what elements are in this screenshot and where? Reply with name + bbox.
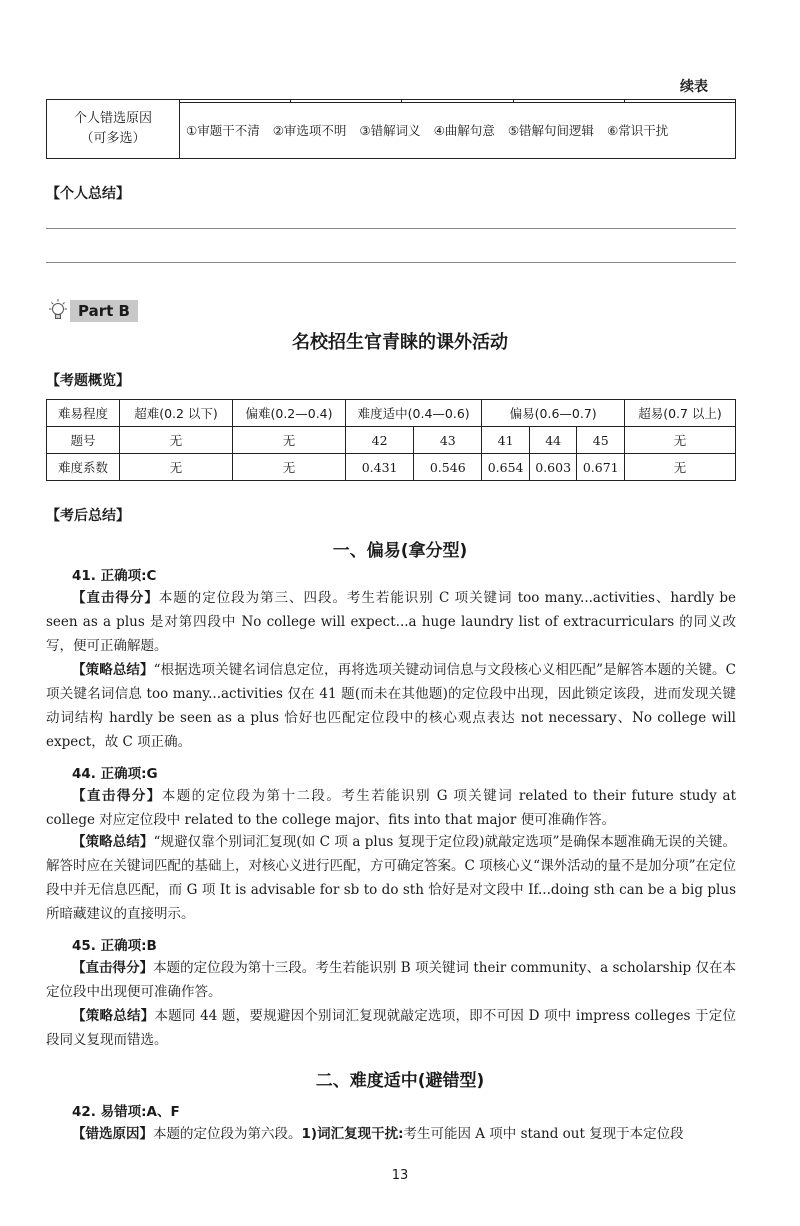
option: ⑥常识干扰 (607, 123, 669, 139)
option: ⑤错解句间逻辑 (507, 123, 595, 139)
q45-answer: 45. 正确项:B (72, 938, 157, 954)
cell: 0.546 (414, 454, 482, 481)
writing-line (46, 228, 736, 229)
section1-title: 一、偏易(拿分型) (332, 541, 468, 561)
error-reason-options (180, 102, 736, 158)
row-label: 难度系数 (47, 454, 120, 481)
error-reason-table (46, 99, 736, 159)
cell: 42 (346, 427, 414, 454)
q42-paragraph1: 【错选原因】本题的定位段为第六段。1)词汇复现干扰:考生可能因 A 项中 stand out 复现于本定位段 (72, 1126, 684, 1142)
article-title: 名校招生官青睐的课外活动 (292, 332, 508, 353)
header-cell: 难易程度 (47, 400, 120, 427)
post-summary-heading: 【考后总结】 (46, 508, 130, 524)
cell: 无 (233, 427, 346, 454)
cell: 无 (120, 454, 233, 481)
lightbulb-icon (46, 298, 70, 324)
cell: 0.671 (577, 454, 625, 481)
section2-title: 二、难度适中(避错型) (315, 1071, 485, 1091)
header-cell: 偏难(0.2—0.4) (233, 400, 346, 427)
overview-table (46, 399, 736, 481)
cell: 0.431 (346, 454, 414, 481)
q44-paragraph1: 【直击得分】本题的定位段为第十二段。考生若能识别 G 项关键词 related to their future study at college 对应定位段中 related to the college major、fits into that major 便可准确作答。 (46, 788, 736, 828)
writing-line (46, 262, 736, 263)
header-cell: 超难(0.2 以下) (120, 400, 233, 427)
q41-paragraph2: 【策略总结】“根据选项关键名词信息定位，再将选项关键动词信息与文段核心义相匹配”是解答本题的关键。C 项关键名词信息 too many...activities 仅在 41 题(而未在其他题)的定位段中出现，因此锁定该段，进而发现关键动词结构 hardly be seen as a plus 恰好也匹配定位段中的核心观点表达 not necessary、No college will expect，故 C 项正确。 (46, 662, 736, 750)
q41-answer: 41. 正确项:C (72, 568, 157, 584)
cell: 0.603 (529, 454, 577, 481)
cell: 无 (120, 427, 233, 454)
cell: 43 (414, 427, 482, 454)
overview-heading: 【考题概览】 (46, 373, 130, 389)
q45-paragraph1: 【直击得分】本题的定位段为第十三段。考生若能识别 B 项关键词 their community、a scholarship 仅在本定位段中出现便可准确作答。 (46, 960, 737, 1000)
q44-paragraph2: 【策略总结】“规避仅靠个别词汇复现(如 C 项 a plus 复现于定位段)就敲定选项”是确保本题准确无误的关键。解答时应在关键词匹配的基础上，对核心义进行匹配，方可确定答案。C 项核心义“课外活动的量不是加分项”在定位段中并无信息匹配，而 G 项 It is advisable for sb to do sth 恰好是对文段中 If...doing sth can be a big plus 所暗藏建议的直接明示。 (46, 834, 736, 922)
cell: 无 (625, 427, 736, 454)
continued-label: 续表 (680, 79, 708, 95)
page-number: 13 (391, 1168, 409, 1183)
cell: 无 (233, 454, 346, 481)
option: ①审题干不清 (186, 123, 260, 139)
option: ③错解词义 (359, 123, 421, 139)
q45-paragraph2: 【策略总结】本题同 44 题，要规避因个别词汇复现就敲定选项，即不可因 D 项中 impress colleges 于定位段同义复现而错选。 (46, 1008, 736, 1048)
header-cell: 超易(0.7 以上) (625, 400, 736, 427)
q41-paragraph1: 【直击得分】本题的定位段为第三、四段。考生若能识别 C 项关键词 too many...activities、hardly be seen as a plus 是对第四段中 No college will expect...a huge laundry list of extracurriculars 的同义改写，便可正确解题。 (46, 590, 737, 654)
q44-answer: 44. 正确项:G (72, 766, 158, 782)
header-cell: 难度适中(0.4—0.6) (346, 400, 482, 427)
cell: 41 (482, 427, 530, 454)
error-reason-label: 个人错选原因 （可多选） (47, 100, 180, 159)
row-label: 题号 (47, 427, 120, 454)
cell: 0.654 (482, 454, 530, 481)
option: ②审选项不明 (272, 123, 347, 139)
option: ④曲解句意 (433, 123, 495, 139)
personal-summary-heading: 【个人总结】 (46, 186, 130, 202)
header-cell: 偏易(0.6—0.7) (482, 400, 625, 427)
cell: 44 (529, 427, 577, 454)
cell: 无 (625, 454, 736, 481)
q42-answer: 42. 易错项:A、F (72, 1104, 180, 1120)
part-label: Part B (70, 300, 138, 322)
cell: 45 (577, 427, 625, 454)
